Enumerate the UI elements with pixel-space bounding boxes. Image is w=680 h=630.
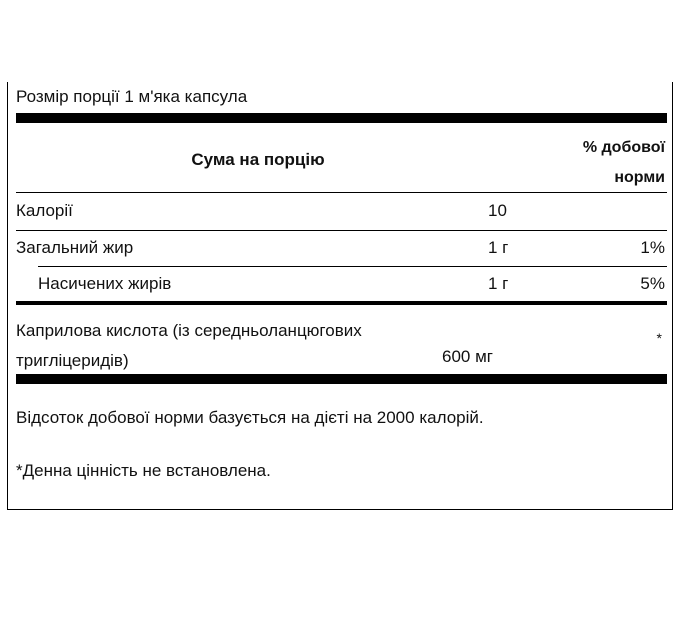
caprylic-acid-label-line2: тригліцеридів): [16, 351, 129, 370]
nutrient-dv: 5%: [640, 274, 665, 293]
daily-value-header: [583, 133, 665, 193]
caprylic-acid-label: [16, 316, 362, 376]
daily-value-footnote: Відсоток добової норми базується на дієті на 2000 калорій.: [16, 408, 484, 427]
serving-size: Розмір порції 1 м'яка капсула: [16, 87, 248, 106]
nutrient-amount: 1 г: [488, 274, 509, 293]
amount-per-serving-header: Сума на порцію: [191, 150, 325, 169]
nutrient-dv: 1%: [640, 238, 665, 257]
nutrition-facts-panel: [7, 82, 673, 510]
thick-divider-bottom: [16, 374, 667, 384]
caprylic-acid-amount: 600 мг: [442, 347, 493, 366]
nutrient-amount: 10: [488, 201, 507, 220]
divider: [16, 192, 667, 193]
nutrient-amount: 1 г: [488, 238, 509, 257]
nutrient-row-calories: [16, 200, 665, 222]
caprylic-acid-label-line1: Каприлова кислота (із середньоланцюгових: [16, 321, 362, 340]
nutrient-label: Калорії: [16, 201, 73, 220]
nutrient-label: Загальний жир: [16, 238, 134, 257]
nutrient-label: Насичених жирів: [38, 274, 172, 293]
not-established-footnote: *Денна цінність не встановлена.: [16, 461, 271, 480]
divider: [38, 266, 667, 267]
divider: [16, 230, 667, 231]
nutrient-row-saturated-fat: [16, 273, 665, 295]
nutrient-row-total-fat: [16, 237, 665, 259]
medium-divider: [16, 301, 667, 305]
caprylic-acid-dv: *: [656, 330, 662, 346]
thick-divider-top: [16, 113, 667, 123]
daily-value-header-line2: норми: [614, 169, 665, 186]
daily-value-header-line1: % добової: [582, 139, 665, 156]
